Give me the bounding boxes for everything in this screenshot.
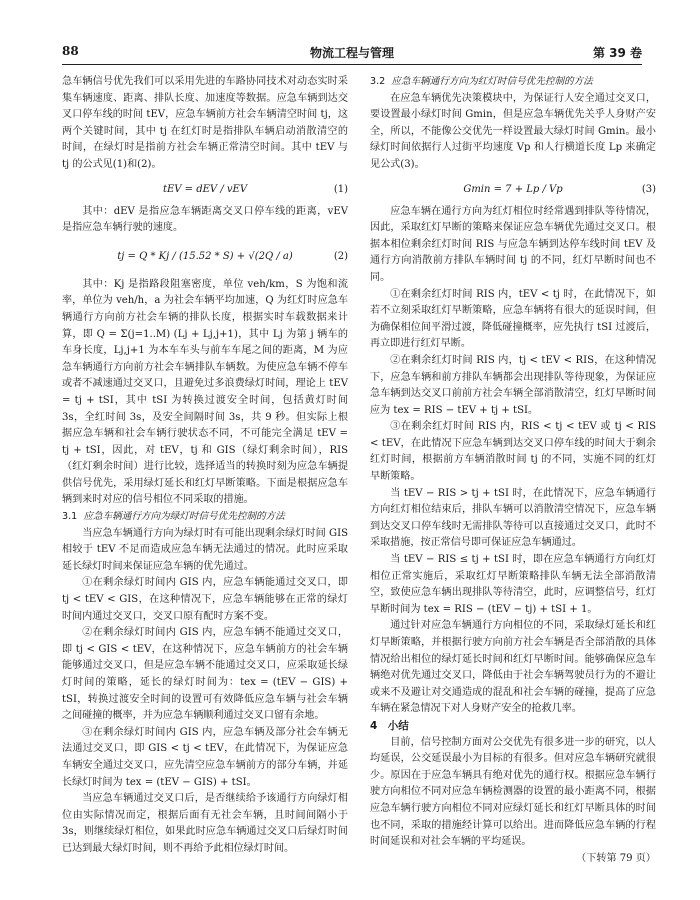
equation-number: (2) (333, 250, 348, 262)
paragraph: ③在剩余红灯时间 RIS 内，RIS < tj < tEV 或 tj < RIS < tEV，在此情况下应急车辆到达交叉口停车线的时间大于剩余红灯时间，根据前方车辆消散时间 tj 的不同，实施不同的红灯早断策略。 (370, 421, 656, 483)
paragraph: 当 tEV − RIS ≤ tj + tSI 时，即在应急车辆通行方向红灯相位正常实施后，采取红灯早断策略排队车辆无法全部消散清空，致使应急车辆出现排队等待清空，此时，应调整信号，红灯早断时间为 tex = RIS − (tEV − tj) + tSI + 1。 (370, 554, 656, 615)
equation-2 (62, 239, 348, 275)
equation-1 (62, 176, 348, 202)
section-number: 3.1 (62, 511, 78, 523)
continued-note: （下转第 79 页） (576, 852, 656, 864)
paragraph: ②在剩余红灯时间 RIS 内，tj < tEV < RIS，在这种情况下，应急车辆和前方排队车辆都会出现排队等待现象，为保证应急车辆到达交叉口前前方社会车辆全部消散清空，红灯早断时间应为 tex = RIS − tEV + tj + tSI。 (370, 354, 656, 416)
paragraph: 应急车辆在通行方向为红灯相位时经常遇到排队等待情况，因此，采取红灯早断的策略来保证应急车辆优先通过交叉口。根据本相位剩余红灯时间 RIS 与应急车辆到达停车线时间 tEV 及通行方向消散前方排队车辆时间 tj 的不同，红灯早断时间也不同。 (370, 205, 656, 283)
section-heading-4: 4 小结 (370, 719, 409, 732)
volume-label: 第 39 卷 (592, 46, 642, 60)
paragraph: 当应急车辆通过交叉口后，是否继续给予该通行方向绿灯相位由实际情况而定，根据后面有无社会车辆，且时间间隔小于 3s，则继续绿灯相位，如果此时应急车辆通过交叉口后绿灯时间已达到最大绿灯时间，则不再给予此相位绿灯时间。 (62, 793, 348, 854)
paragraph: ②在剩余绿灯时间内 GIS 内，应急车辆不能通过交叉口，即 tj < GIS < tEV，在这种情况下，应急车辆前方的社会车辆能够通过交叉口，但是应急车辆不能通过交叉口，应采取延长绿灯时间的策略，延长的绿灯时间为：tex = (tEV − GIS) + tSI，转换过渡安全时间的设置可有效降低应急车辆与社会车辆之间碰撞的概率，并为应急车辆顺利通过交叉口留有余地。 (62, 627, 348, 722)
paragraph: ③在剩余绿灯时间内 GIS 内，应急车辆及部分社会车辆无法通过交叉口，即 GIS < tj < tEV，在此情况下，为保证应急车辆安全通过交叉口，应先清空应急车辆前方的部分车辆，并延长绿灯时间为 tex = (tEV − GIS) + tSI。 (62, 726, 348, 788)
equation-expression: Gmin = 7 + Lp / Vp (463, 183, 563, 195)
left-column (62, 74, 348, 858)
paragraph: 其中：dEV 是指应急车辆距离交叉口停车线的距离，vEV 是指应急车辆行驶的速度。 (62, 205, 348, 234)
page-number: 88 (62, 44, 79, 58)
section-title: 应急车辆通行方向为绿灯时信号优先控制的方法 (83, 511, 285, 523)
section-heading-3-2 (370, 74, 656, 91)
paragraph: 通过针对应急车辆通行方向相位的不同，采取绿灯延长和红灯早断策略，并根据行驶方向前方社会车辆是否全部消散的具体情况给出相位的绿灯延长时间和红灯早断时间。能够确保应急车辆绝对优先通过交叉口，降低由于社会车辆驾驶员行为的不避让或来不及避让对交通造成的混乱和社会车辆的碰撞，提高了应急车辆在紧急情况下对人身财产安全的抢救几率。 (370, 620, 656, 715)
equation-3 (370, 176, 656, 202)
equation-expression: tj = Q * Kj / (15.52 * S) + √(2Q / a) (117, 250, 293, 262)
paragraph: 其中：Kj 是指路段阻塞密度，单位 veh/km，S 为饱和流率，单位为 veh/h，a 为社会车辆平均加速，Q 为红灯时应急车辆通行方向前方社会车辆的排队长度，根据实时车载数据来计算，即 Q = Σ(j=1..M) (Lj + Lj,j+1)，其中 Lj 为第 j 辆车的车身长度，Lj,j+1 为本车车头与前车车尾之间的距离，M 为应急车辆通行方向前方社会车辆排队车辆数。为使应急车辆不停车或者不减速通过交叉口，且避免过多浪费绿灯时间，理论上 tEV = tj + tSI，其中 tSI 为转换过渡安全时间，包括黄灯时间 3s，全红时间 3s，及安全间隔时间 3s，共 9 秒。但实际上根据应急车辆和社会车辆行驶状态不同，不可能完全满足 tEV = tj + tSI，因此，对 tEV，tj 和 GIS（绿灯剩余时间），RIS（红灯剩余时间）进行比较，选择适当的转换时刻为应急车辆提供信号优先，采用绿灯延长和红灯早断策略。下面是根据应急车辆到来时对应的信号相位不同采取的措施。 (62, 278, 348, 506)
paragraph: ①在剩余绿灯时间内 GIS 内，应急车辆能通过交叉口，即 tj < tEV < GIS，在这种情况下，应急车辆能够在正常的绿灯时间内通过交叉口，交叉口原有配时方案不变。 (62, 577, 348, 622)
paragraph: 目前，信号控制方面对公交优先有很多进一步的研究，以人均延误，公交延误最小为目标的有很多。但对应急车辆研究就很少。原因在于应急车辆具有绝对优先的通行权。根据应急车辆行驶方向相位不同对应急车辆检测器的设置的最小距离不同，根据应急车辆行驶方向相位不同对应绿灯延长和红灯早断具体的时间也不同，采取的措施经计算可以给出。进而降低应急车辆的行程时间延误和对社会车辆的平均延误。 (370, 736, 656, 848)
paragraph: ①在剩余红灯时间 RIS 内，tEV < tj 时，在此情况下，如若不立刻采取红灯早断策略，应急车辆将有很大的延误时间，但为确保相位间平滑过渡，降低碰撞概率，应先执行 tSI 过渡后，再立即进行红灯早断。 (370, 288, 656, 350)
section-number: 3.2 (370, 76, 386, 87)
paragraph: 在应急车辆优先决策模块中，为保证行人安全通过交叉口，要设置最小绿灯时间 Gmin，但是应急车辆优先关乎人身财产安全，所以，不能像公交优先一样设置最大绿灯时间 Gmin。最小绿灯时间依据行人过街平均速度 Vp 和人行横道长度 Lp 来确定见公式(3)。 (370, 92, 656, 170)
equation-expression: tEV = dEV / vEV (162, 183, 248, 195)
right-column (370, 74, 656, 867)
paragraph: 急车辆信号优先我们可以采用先进的车路协同技术对动态实时采集车辆速度、距离、排队长度、加速度等数据。应急车辆到达交叉口停车线的时间 tEV，应急车辆前方社会车辆清空时间 tj，这两个关键时间，其中 tj 在红灯时是指排队车辆启动消散清空的时间，在绿灯时是指前方社会车辆正常清空时间。其中 tEV 与 tj 的公式见(1)和(2)。 (62, 76, 348, 170)
equation-number: (1) (333, 183, 348, 195)
paragraph: 当应急车辆通行方向为绿灯时有可能出现剩余绿灯时间 GIS 相较于 tEV 不足而造成应急车辆无法通过的情况。此时应采取延长绿灯时间来保证应急车辆的优先通过。 (62, 527, 348, 572)
paragraph: 当 tEV − RIS > tj + tSI 时，在此情况下，应急车辆通行方向红灯相位结束后，排队车辆可以消散清空情况下，应急车辆到达交叉口停车线时无需排队等待可以直接通过交叉口，此时不采取措施，按正常信号即可保证应急车辆通过。 (370, 487, 656, 549)
section-title: 应急车辆通行方向为红灯时信号优先控制的方法 (391, 76, 593, 87)
section-heading-3-1 (62, 509, 348, 526)
journal-title: 物流工程与管理 (309, 46, 394, 60)
equation-number: (3) (641, 183, 656, 195)
page-header (62, 44, 642, 65)
